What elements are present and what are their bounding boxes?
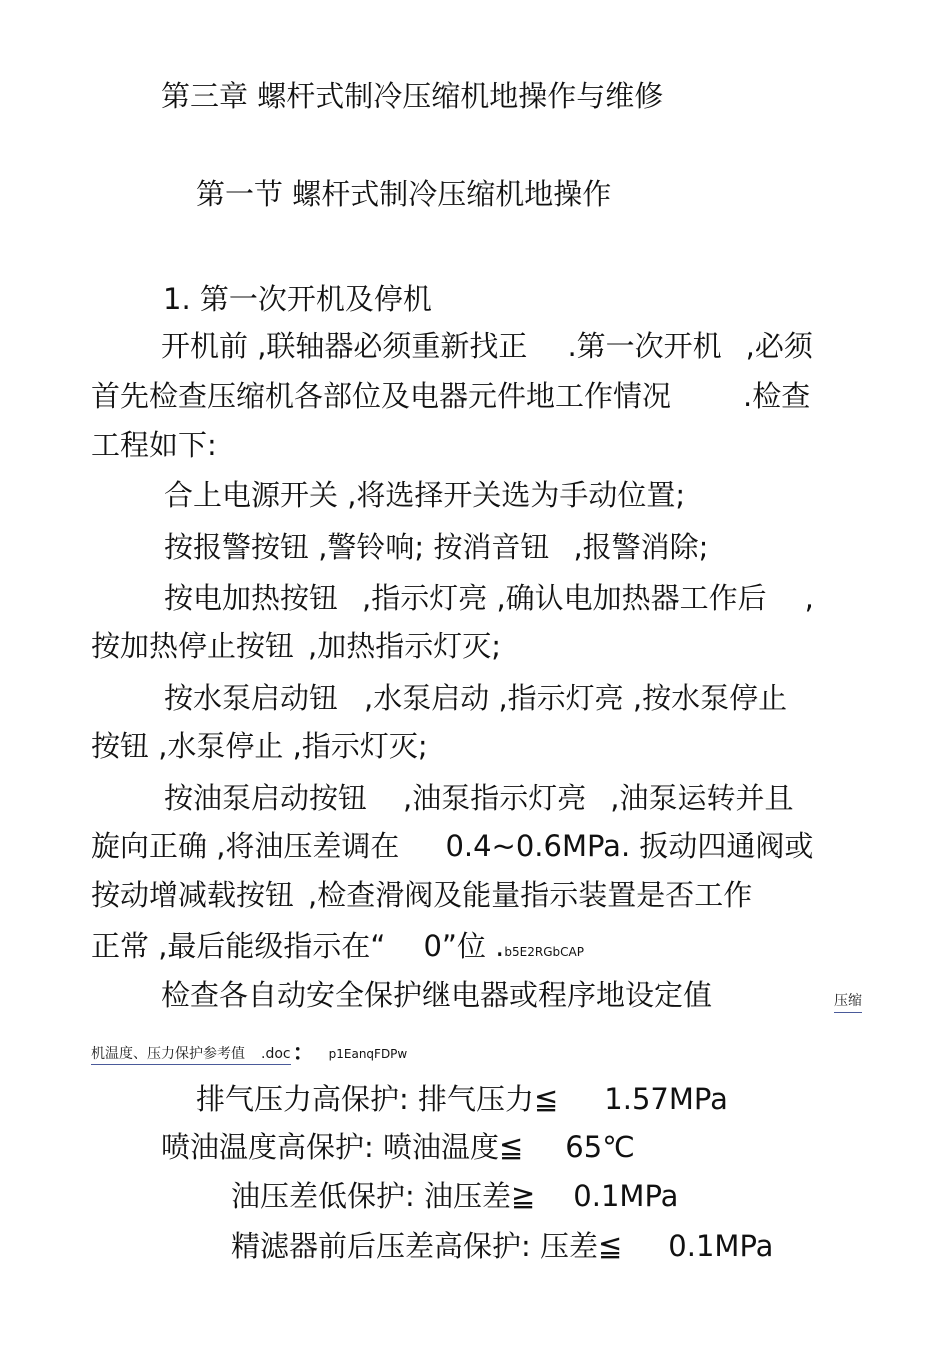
text-span: .检查 [743,379,811,413]
text-span: 旋向正确 ,将油压差调在 [91,829,400,863]
text-span: ,检查滑阀及能量指示装置是否工作 [308,878,753,912]
text-span: 0.4~0.6MPa. 扳动四通阀或 [445,829,814,863]
ref-code: b5E2RGbCAP [504,945,584,959]
step-power-on: 合上电源开关 ,将选择开关选为手动位置; [164,478,686,512]
protection-discharge-pressure [196,1081,728,1117]
protection-label: 排气压力高保护: 排气压力≦ [196,1082,559,1116]
protection-value: 65℃ [565,1130,635,1164]
step-oil-pump-line-3 [91,877,752,913]
text-span: 按油泵启动按钮 [164,781,368,815]
text-span: 正常 ,最后能级指示在“ [91,929,386,963]
text-span: , [804,581,814,615]
paragraph-1-line-3: 工程如下: [91,428,217,462]
protection-value: 1.57MPa [604,1082,728,1116]
protection-label: 油压差低保护: 油压差≧ [231,1179,536,1213]
step-oil-pump-line-2 [91,828,813,864]
paragraph-1-line-2 [91,378,810,414]
protection-value: 0.1MPa [573,1179,679,1213]
text-span: ,报警消除; [573,530,709,564]
step-oil-pump-line-4 [91,928,584,964]
step-alarm-test [164,529,708,565]
section-title: 第一节 螺杆式制冷压缩机地操作 [196,177,612,211]
text-span: ,必须 [745,329,813,363]
step-check-settings: 检查各自动安全保护继电器或程序地设定值 [161,978,713,1012]
reference-link-part-2[interactable] [91,1046,291,1065]
heading-first-start-stop: 1. 第一次开机及停机 [163,282,432,316]
text-span: 按动增减载按钮 [91,878,295,912]
text-span: ,指示灯亮 ,确认电加热器工作后 [362,581,767,615]
text-span: .第一次开机 [567,329,722,363]
chapter-title: 第三章 螺杆式制冷压缩机地操作与维修 [161,79,664,113]
text-span: 0”位 . [423,929,505,963]
text-span: 开机前 ,联轴器必须重新找正 [161,329,528,363]
protection-filter-pressure-diff [231,1228,773,1264]
step-water-pump-line-2: 按钮 ,水泵停止 ,指示灯灭; [91,729,428,763]
protection-label: 精滤器前后压差高保护: 压差≦ [231,1229,623,1263]
protection-oil-temperature [161,1129,635,1165]
ref-code: p1EanqFDPw [328,1047,408,1061]
text-span: ,水泵启动 ,指示灯亮 ,按水泵停止 [364,681,788,715]
protection-label: 喷油温度高保护: 喷油温度≦ [161,1130,524,1164]
reference-link-part-1[interactable]: 压缩 [834,990,862,1013]
step-heater-line-2 [91,628,501,664]
text-span: 首先检查压缩机各部位及电器元件地工作情况 [91,379,672,413]
text-span: ,油泵运转并且 [610,781,794,815]
step-water-pump-line-1 [164,680,787,716]
text-span: 按电加热按钮 [164,581,339,615]
paragraph-1-line-1 [161,328,813,364]
step-oil-pump-line-1 [164,780,793,816]
text-span: .doc [261,1046,291,1062]
text-span: 按报警按钮 ,警铃响; 按消音钮 [164,530,550,564]
text-span: 按水泵启动钮 [164,681,339,715]
reference-link-line [91,1036,407,1067]
protection-oil-pressure-diff [231,1178,678,1214]
step-heater-line-1 [164,580,814,616]
colon: ： [292,1041,315,1066]
text-span: ,油泵指示灯亮 [403,781,587,815]
protection-value: 0.1MPa [668,1229,774,1263]
text-span: ,加热指示灯灭; [308,629,502,663]
text-span: 机温度、压力保护参考值 [91,1046,245,1062]
text-span: 按加热停止按钮 [91,629,295,663]
